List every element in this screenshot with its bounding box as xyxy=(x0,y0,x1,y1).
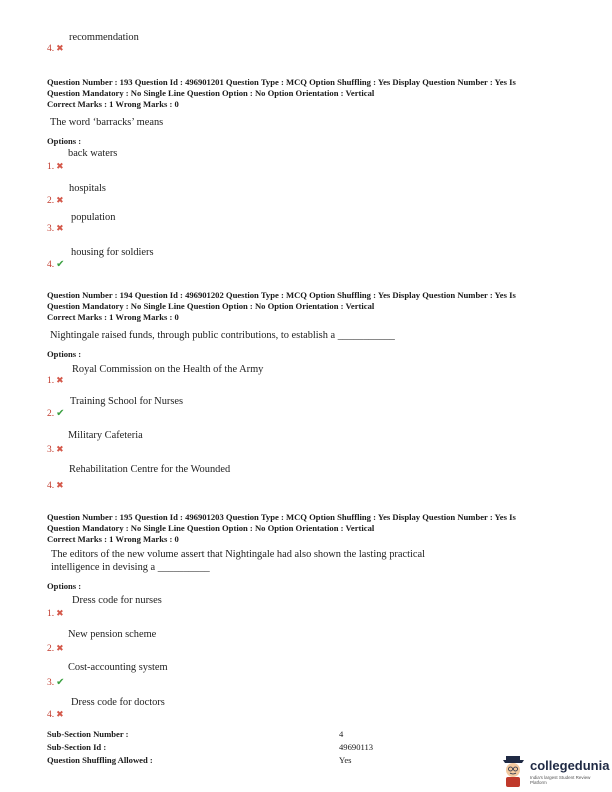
option-text: New pension scheme xyxy=(68,629,157,640)
options-label: Options : xyxy=(47,136,82,146)
option-text: Dress code for doctors xyxy=(71,697,165,708)
q193-option-1 xyxy=(47,156,64,174)
collegedunia-logo xyxy=(500,752,608,790)
subsection-id-value: 49690113 xyxy=(339,742,374,752)
wrong-mark-icon: ✖ xyxy=(56,481,64,491)
marks-line: Correct Marks : 1 Wrong Marks : 0 xyxy=(47,312,179,322)
option-text: Cost-accounting system xyxy=(68,662,168,673)
option-text: Training School for Nurses xyxy=(70,396,184,407)
option-text: housing for soldiers xyxy=(71,247,154,258)
option-number: 3. xyxy=(47,678,55,688)
q194-option-2 xyxy=(47,403,65,421)
meta-line-2: Question Mandatory : No Single Line Question Option : No Option Orientation : Vertical xyxy=(47,523,375,533)
marks-line: Correct Marks : 1 Wrong Marks : 0 xyxy=(47,99,179,109)
option-number: 4. xyxy=(47,260,55,270)
wrong-mark-icon: ✖ xyxy=(56,445,64,455)
meta-line-2: Question Mandatory : No Single Line Question Option : No Option Orientation : Vertical xyxy=(47,301,375,311)
wrong-mark-icon: ✖ xyxy=(56,162,64,172)
option-number: 1. xyxy=(47,162,55,172)
q195-option-4 xyxy=(47,704,64,722)
option-text: population xyxy=(71,212,116,223)
correct-check-icon: ✔ xyxy=(56,408,65,419)
subsection-number-value: 4 xyxy=(339,729,344,739)
wrong-mark-icon: ✖ xyxy=(56,376,64,386)
option-text: back waters xyxy=(68,148,118,159)
q193-option-2 xyxy=(47,190,64,208)
correct-check-icon: ✔ xyxy=(56,259,65,270)
q193-option-4 xyxy=(47,254,65,272)
q194-option-3 xyxy=(47,439,64,457)
question-text-line-2: intelligence in devising a __________ xyxy=(51,562,210,573)
q195-option-3 xyxy=(47,672,65,690)
question-meta xyxy=(47,290,567,323)
question-text: Nightingale raised funds, through public contributions, to establish a ___________ xyxy=(50,330,395,341)
question-text-line-1: The editors of the new volume assert that Nightingale had also shown the lasting practical xyxy=(51,549,425,560)
option-number: 4. xyxy=(47,44,55,54)
logo-tagline: India's largest Student Review Platform xyxy=(530,775,591,785)
option-number: 2. xyxy=(47,644,55,654)
meta-line-1: Question Number : 193 Question Id : 496901201 Question Type : MCQ Option Shuffling : Yes Display Question Number : Yes Is xyxy=(47,77,516,87)
q194-option-4 xyxy=(47,475,64,493)
wrong-mark-icon: ✖ xyxy=(56,196,64,206)
option-text: hospitals xyxy=(69,183,106,194)
wrong-mark-icon: ✖ xyxy=(56,224,64,234)
q195-option-1 xyxy=(47,603,64,621)
option-text: Military Cafeteria xyxy=(68,430,143,441)
option-number: 4. xyxy=(47,481,55,491)
subsection-id-label: Sub-Section Id : xyxy=(47,742,107,752)
option-number: 2. xyxy=(47,196,55,206)
option-text: recommendation xyxy=(69,32,139,43)
option-number: 2. xyxy=(47,409,55,419)
options-label: Options : xyxy=(47,581,82,591)
wrong-mark-icon: ✖ xyxy=(56,710,64,720)
option-text: Dress code for nurses xyxy=(72,595,162,606)
subsection-number-label: Sub-Section Number : xyxy=(47,729,129,739)
logo-name: collegedunia xyxy=(530,758,610,773)
correct-check-icon: ✔ xyxy=(56,677,65,688)
q195-option-2 xyxy=(47,638,64,656)
wrong-mark-icon: ✖ xyxy=(56,644,64,654)
shuffling-value: Yes xyxy=(339,755,352,765)
q192-option-4 xyxy=(47,38,64,56)
option-text: Rehabilitation Centre for the Wounded xyxy=(69,464,231,475)
options-label: Options : xyxy=(47,349,82,359)
meta-line-1: Question Number : 195 Question Id : 496901203 Question Type : MCQ Option Shuffling : Yes Display Question Number : Yes Is xyxy=(47,512,516,522)
q194-option-1 xyxy=(47,370,64,388)
option-text: Royal Commission on the Health of the Army xyxy=(72,364,264,375)
marks-line: Correct Marks : 1 Wrong Marks : 0 xyxy=(47,534,179,544)
wrong-mark-icon: ✖ xyxy=(56,44,64,54)
question-meta xyxy=(47,512,567,545)
option-number: 1. xyxy=(47,609,55,619)
option-number: 3. xyxy=(47,224,55,234)
option-number: 3. xyxy=(47,445,55,455)
option-number: 1. xyxy=(47,376,55,386)
wrong-mark-icon: ✖ xyxy=(56,609,64,619)
q193-option-3 xyxy=(47,218,64,236)
option-number: 4. xyxy=(47,710,55,720)
meta-line-1: Question Number : 194 Question Id : 496901202 Question Type : MCQ Option Shuffling : Yes Display Question Number : Yes Is xyxy=(47,290,516,300)
meta-line-2: Question Mandatory : No Single Line Question Option : No Option Orientation : Vertical xyxy=(47,88,375,98)
question-text: The word ‘barracks’ means xyxy=(50,117,164,128)
mascot-icon xyxy=(500,752,528,788)
shuffling-label: Question Shuffling Allowed : xyxy=(47,755,153,765)
question-meta xyxy=(47,77,567,110)
